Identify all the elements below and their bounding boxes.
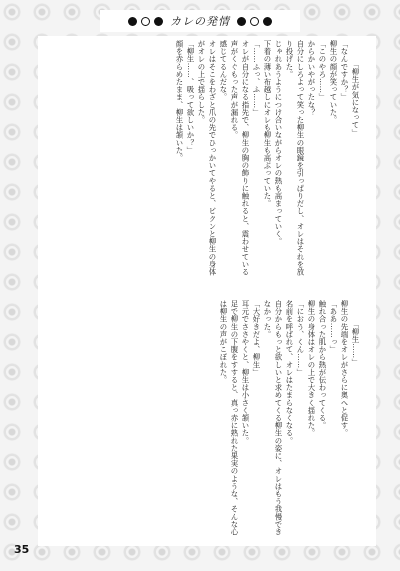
hollow-circle-icon <box>250 17 259 26</box>
filled-circle-icon <box>263 17 272 26</box>
filled-circle-icon <box>237 17 246 26</box>
text-columns <box>42 40 372 542</box>
hollow-circle-icon <box>141 17 150 26</box>
text-column: 「柳生が気になって」 「なんですか？」 柳生の顔が笑っていた。 「このやろ……」 からかいやがったな？ 自分にしろよって笑った柳生の眼鏡を引っぱりだし、オレはそれを放り投げた。 じゃれあうようにつけ合いながらオレの熱も高まっていく。 下着の薄い布越しにオレも柳生も高ぶっていた。 「……ふっ、ふ……」 オレが自分になる指先で、柳生の胸の飾りに触れると、震わせている声がくぐもった声が漏れる。 感じてるんだな。 オレはそこをわざと爪の先でひっかいてやると、ビクンと柳生の身体がオレの上で揺らした。 「柳生……、吸って欲しいか？」 顔を赤らめたまま、柳生は頷いた。 <box>175 40 360 276</box>
chapter-title: カレの発情 <box>170 15 230 28</box>
text-column: 「柳生……」 柳生の先端をオレがさらに奥へと促す。 「ああ……っ」 触れ合った肌から熱が伝わってくる。 柳生の身体はオレの上で大きく揺れた。 「におう、くん……」 名前を呼ばれて、オレはたまらなくなる。 自分からもっと欲しいと求めてくる柳生の姿に、オレはもう我慢できなかった。 「大好きだよ、柳生」 耳元でささやくと、柳生は小さく頷いた。 足で柳生の下腹をすすると、真っ赤に熟れた果実のような、そんな心は柳生の声がこぼれた。 <box>219 300 360 536</box>
filled-circle-icon <box>154 17 163 26</box>
page-number: 35 <box>14 543 30 556</box>
text-block-bottom <box>42 300 372 542</box>
page-header <box>100 10 300 32</box>
text-panel <box>38 36 376 546</box>
filled-circle-icon <box>128 17 137 26</box>
text-block-top <box>42 40 372 282</box>
